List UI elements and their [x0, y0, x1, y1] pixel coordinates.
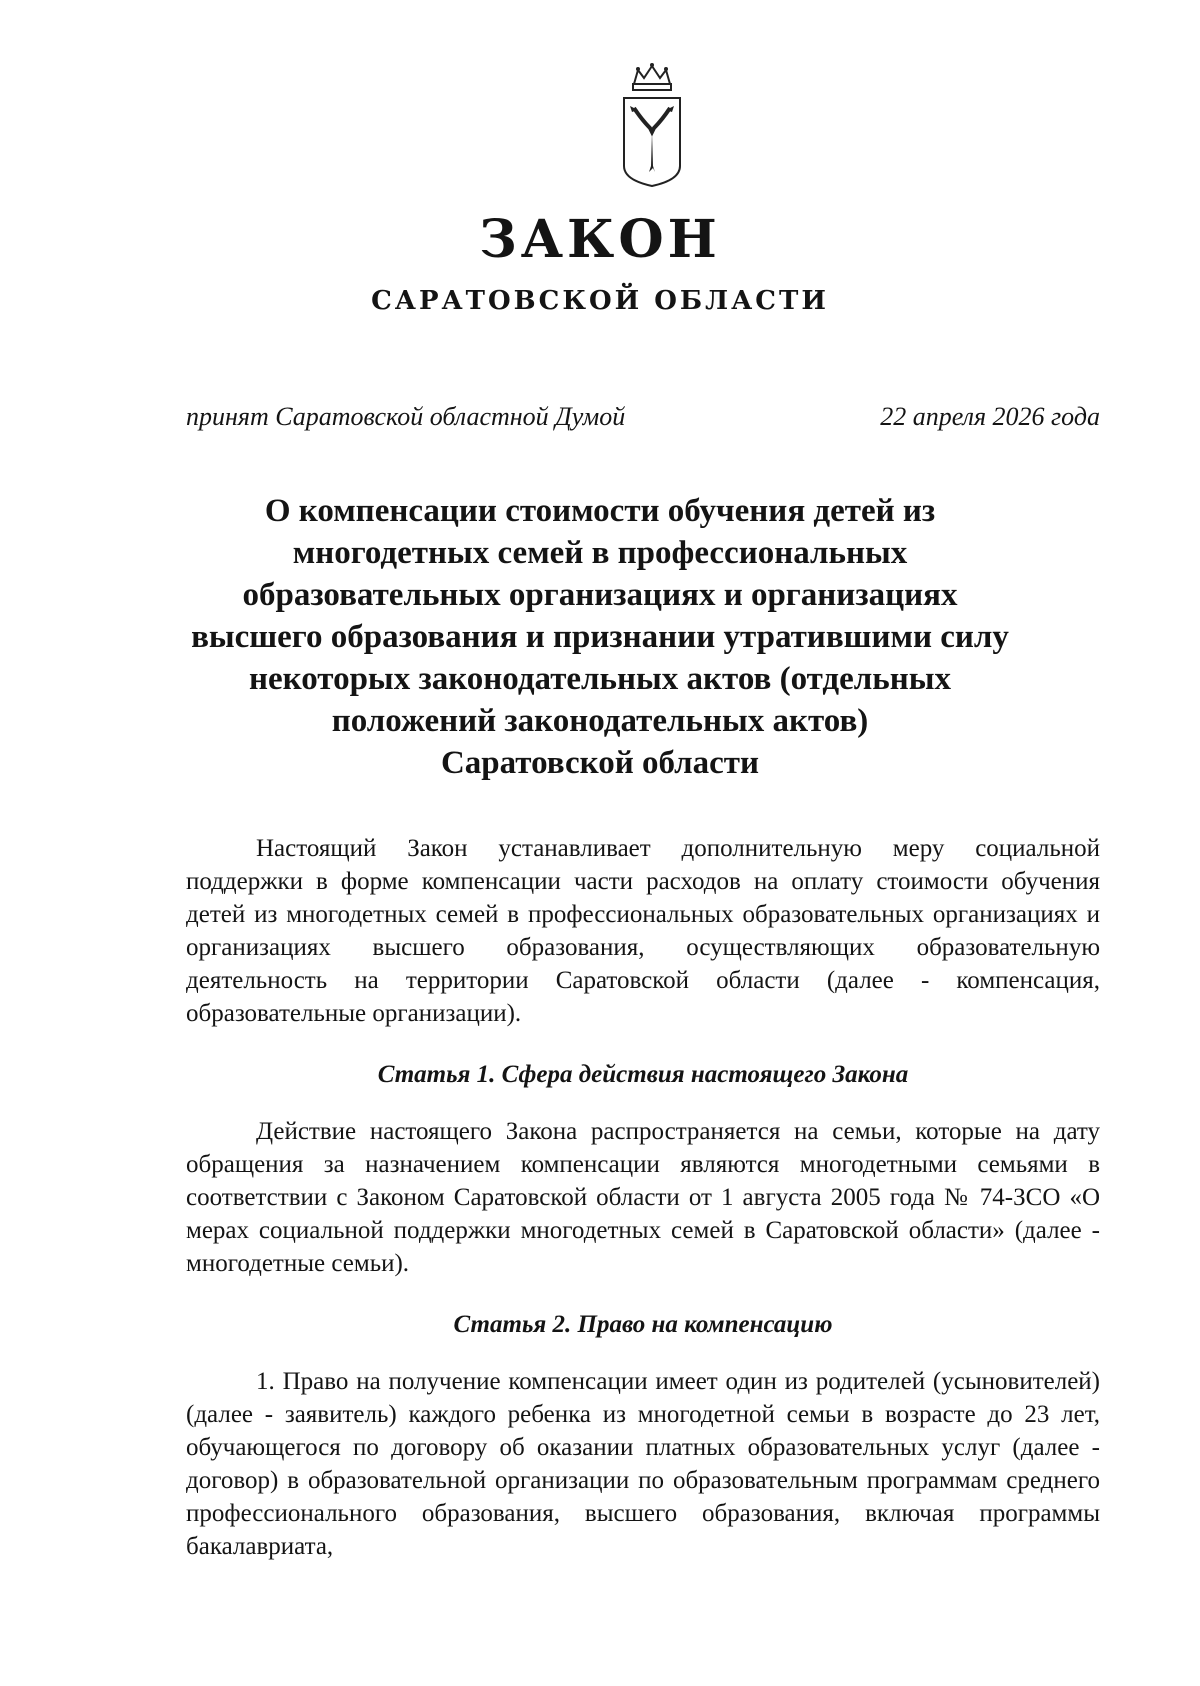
article-1-paragraph: Действие настоящего Закона распространяется на семьи, которые на дату обращения за назначением компенсации являются многодетными семьями в соответствии с Законом Саратовской области от 1 августа 2005 года № 74-ЗСО «О мерах социальной поддержки многодетных семей в Саратовской области» (далее - многодетные семьи).: [186, 1118, 1100, 1277]
title-line: образовательных организациях и организациях: [242, 577, 958, 613]
adoption-line: [186, 402, 1100, 432]
article-2-paragraph: 1. Право на получение компенсации имеет один из родителей (усыновителей) (далее - заявитель) каждого ребенка из многодетной семьи в возрасте до 23 лет, обучающегося по договору об оказании платных образовательных услуг (далее - договор) в образовательной организации по образовательным программам среднего профессионального образования, высшего образования, включая программы бакалавриата,: [186, 1368, 1100, 1560]
article-2-heading: Статья 2. Право на компенсацию: [453, 1311, 833, 1338]
document-title: [150, 490, 1050, 784]
title-line: высшего образования и признании утратившими силу: [191, 619, 1009, 655]
title-line: положений законодательных актов): [331, 703, 869, 739]
article-1-heading: Статья 1. Сфера действия настоящего Закона: [377, 1061, 909, 1088]
title-line: Саратовской области: [440, 745, 760, 781]
title-line: многодетных семей в профессиональных: [292, 535, 908, 571]
preamble-paragraph: Настоящий Закон устанавливает дополнительную меру социальной поддержки в форме компенсации части расходов на оплату стоимости обучения детей из многодетных семей в профессиональных образовательных организациях и организациях высшего образования, осуществляющих образовательную деятельность на территории Саратовской области (далее - компенсация, образовательные организации).: [186, 835, 1100, 1027]
coat-of-arms-icon: [620, 62, 684, 190]
title-line: некоторых законодательных актов (отдельных: [249, 661, 951, 697]
document-body: [186, 832, 1100, 1563]
law-title: ЗАКОН: [479, 209, 721, 270]
adoption-date: 22 апреля 2026 года: [880, 402, 1100, 431]
region-name: САРАТОВСКОЙ ОБЛАСТИ: [371, 286, 829, 316]
adopted-by: принят Саратовской областной Думой: [186, 402, 626, 431]
title-line: О компенсации стоимости обучения детей из: [264, 493, 936, 529]
